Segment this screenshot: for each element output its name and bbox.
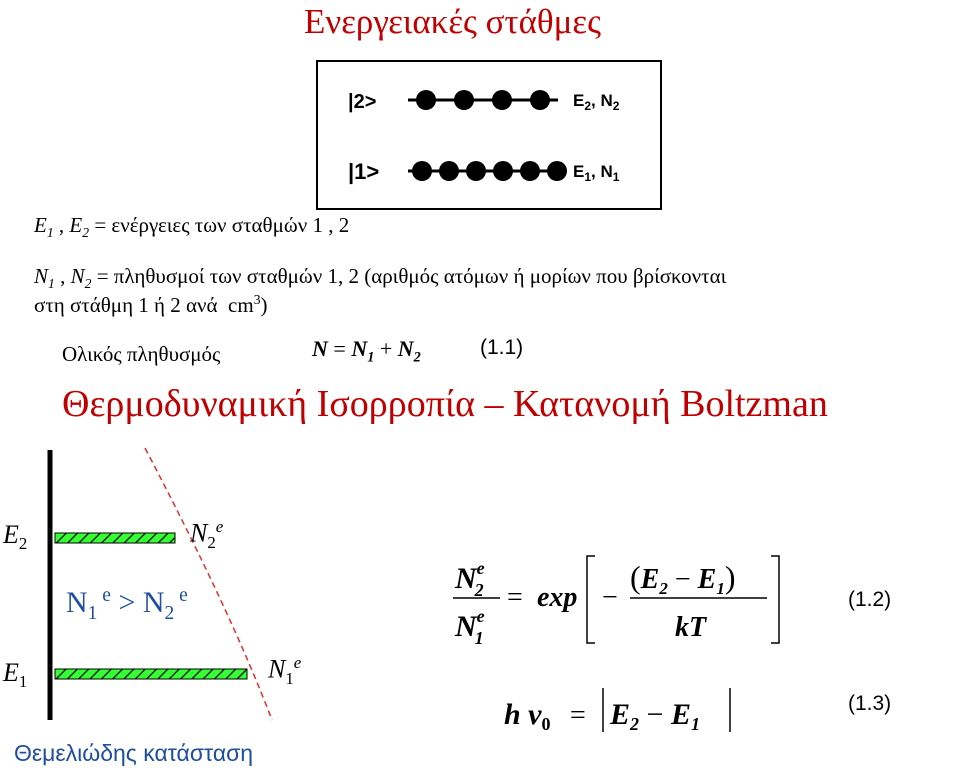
energy-level-figure [316,60,662,210]
eq-number-1-3: (1.3) [848,692,892,715]
eq3-equals: = [570,700,586,731]
eq2-kT: kT [675,612,707,643]
label-N1e: $N_1^e$ [268,653,302,688]
eq3-lhs: h $\nu_0$ [504,698,551,734]
page-title: Ενεργειακές στάθμες [304,2,601,41]
eq3-rhs: $E_2 - E_1$ [610,698,700,734]
populations-definition: $N_1$ , $N_2 = \pi\lambda\eta\theta\upsilon\sigma\mu oί$ των σταθμών 1, 2 (αριθμός ατόμων ή μορίων που βρίσκονται [34,264,727,292]
upper-level-bar [55,533,175,543]
atom-dot [520,161,540,181]
label-N2e: $N_2^e$ [190,517,224,552]
eq2-num: $N^e$ 2 [455,558,485,600]
total-population-label: Ολικός πληθυσμός [62,342,221,366]
energy-level-drawing [318,62,660,208]
atom-dot [454,90,474,110]
label-lower: $E_1$, $N_1$ [573,162,620,184]
label-E1: $E_1$ [3,658,28,692]
eq2-den: $N^e$ 1 [455,606,485,648]
atom-dot [492,90,512,110]
ground-state-label: Θεμελιώδης κατάσταση [14,740,254,766]
population-relation: $N_1$ $^e > N_2$ $^e$ [66,585,188,624]
eq2-bracket-right [771,556,779,643]
total-population-formula: $N = N_1 + N_2$ [312,336,421,366]
eq-number-1-1: (1.1) [480,336,524,359]
atom-dot [547,161,567,181]
atom-dot [493,161,513,181]
eq2-equals: = [507,582,523,613]
ket-lower: |1> [348,159,380,184]
eq2-minus: − [602,582,618,613]
eq2-numerator: $(E_2 - E_1)$ [630,559,736,598]
section-heading: Θερμοδυναμική Ισορροπία – Κατανομή Boltzman [62,383,828,425]
atom-dot [416,90,436,110]
label-upper: $E_2$, $N_2$ [573,91,620,113]
atom-dot [412,161,432,181]
lower-level-bar [55,669,247,679]
equation-1-2 [445,548,795,658]
energies-definition: $E_1$ , $E_2 = \varepsilon\nu έ\rho\gamma\varepsilon\iota\varepsilon\varsigma$ των σταθμών 1 , 2 [34,213,350,241]
atom-dot [466,161,486,181]
atom-dot [439,161,459,181]
equation-1-3 [500,680,760,740]
label-E2: $E_2$ [3,520,28,554]
eq2-exp: exp [537,582,578,613]
eq2-bracket-left [587,556,595,643]
populations-definition-cont: στη στάθμη 1 ή 2 ανά $cm^3$) [34,292,268,317]
eq-number-1-2: (1.2) [848,588,892,611]
ket-upper: |2> [348,91,377,113]
atom-dot [530,90,550,110]
